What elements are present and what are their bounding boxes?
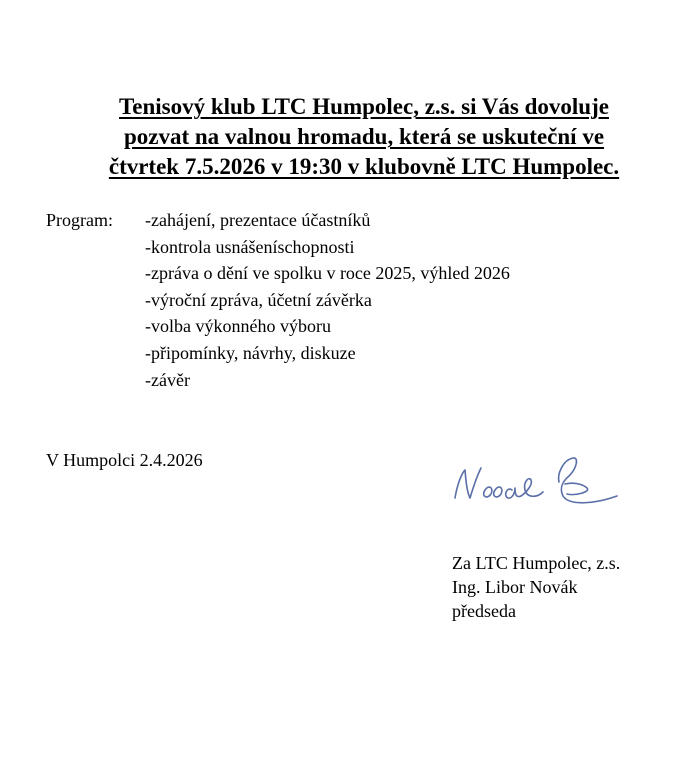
signatory-name: Ing. Libor Novák [452,577,578,597]
signatory-block [452,551,620,623]
program-item: -kontrola usnášeníschopnosti [145,236,355,257]
program-item: -připomínky, návrhy, diskuze [145,342,356,363]
program-item: -zahájení, prezentace účastníků [145,210,371,230]
program-item: -volba výkonného výboru [145,316,331,337]
place-date: V Humpolci 2.4.2026 [46,450,203,470]
program-label: Program: [46,210,113,230]
invitation-line: Tenisový klub LTC Humpolec, z.s. si Vás dovoluje [119,94,609,119]
program-item: -výroční zpráva, účetní závěrka [145,289,372,310]
signatory-organization: Za LTC Humpolec, z.s. [452,553,621,573]
program-item: -zpráva o dění ve spolku v roce 2025, výhled 2026 [145,263,510,284]
signatory-role: předseda [452,601,516,621]
invitation-line: pozvat na valnou hromadu, která se uskuteční ve [123,124,605,149]
handwritten-signature [445,448,645,523]
program-list [145,207,510,393]
program-item: -závěr [145,369,190,390]
invitation-line: čtvrtek 7.5.2026 v 19:30 v klubovně LTC Humpolec. [108,154,620,179]
invitation-heading [40,92,688,182]
